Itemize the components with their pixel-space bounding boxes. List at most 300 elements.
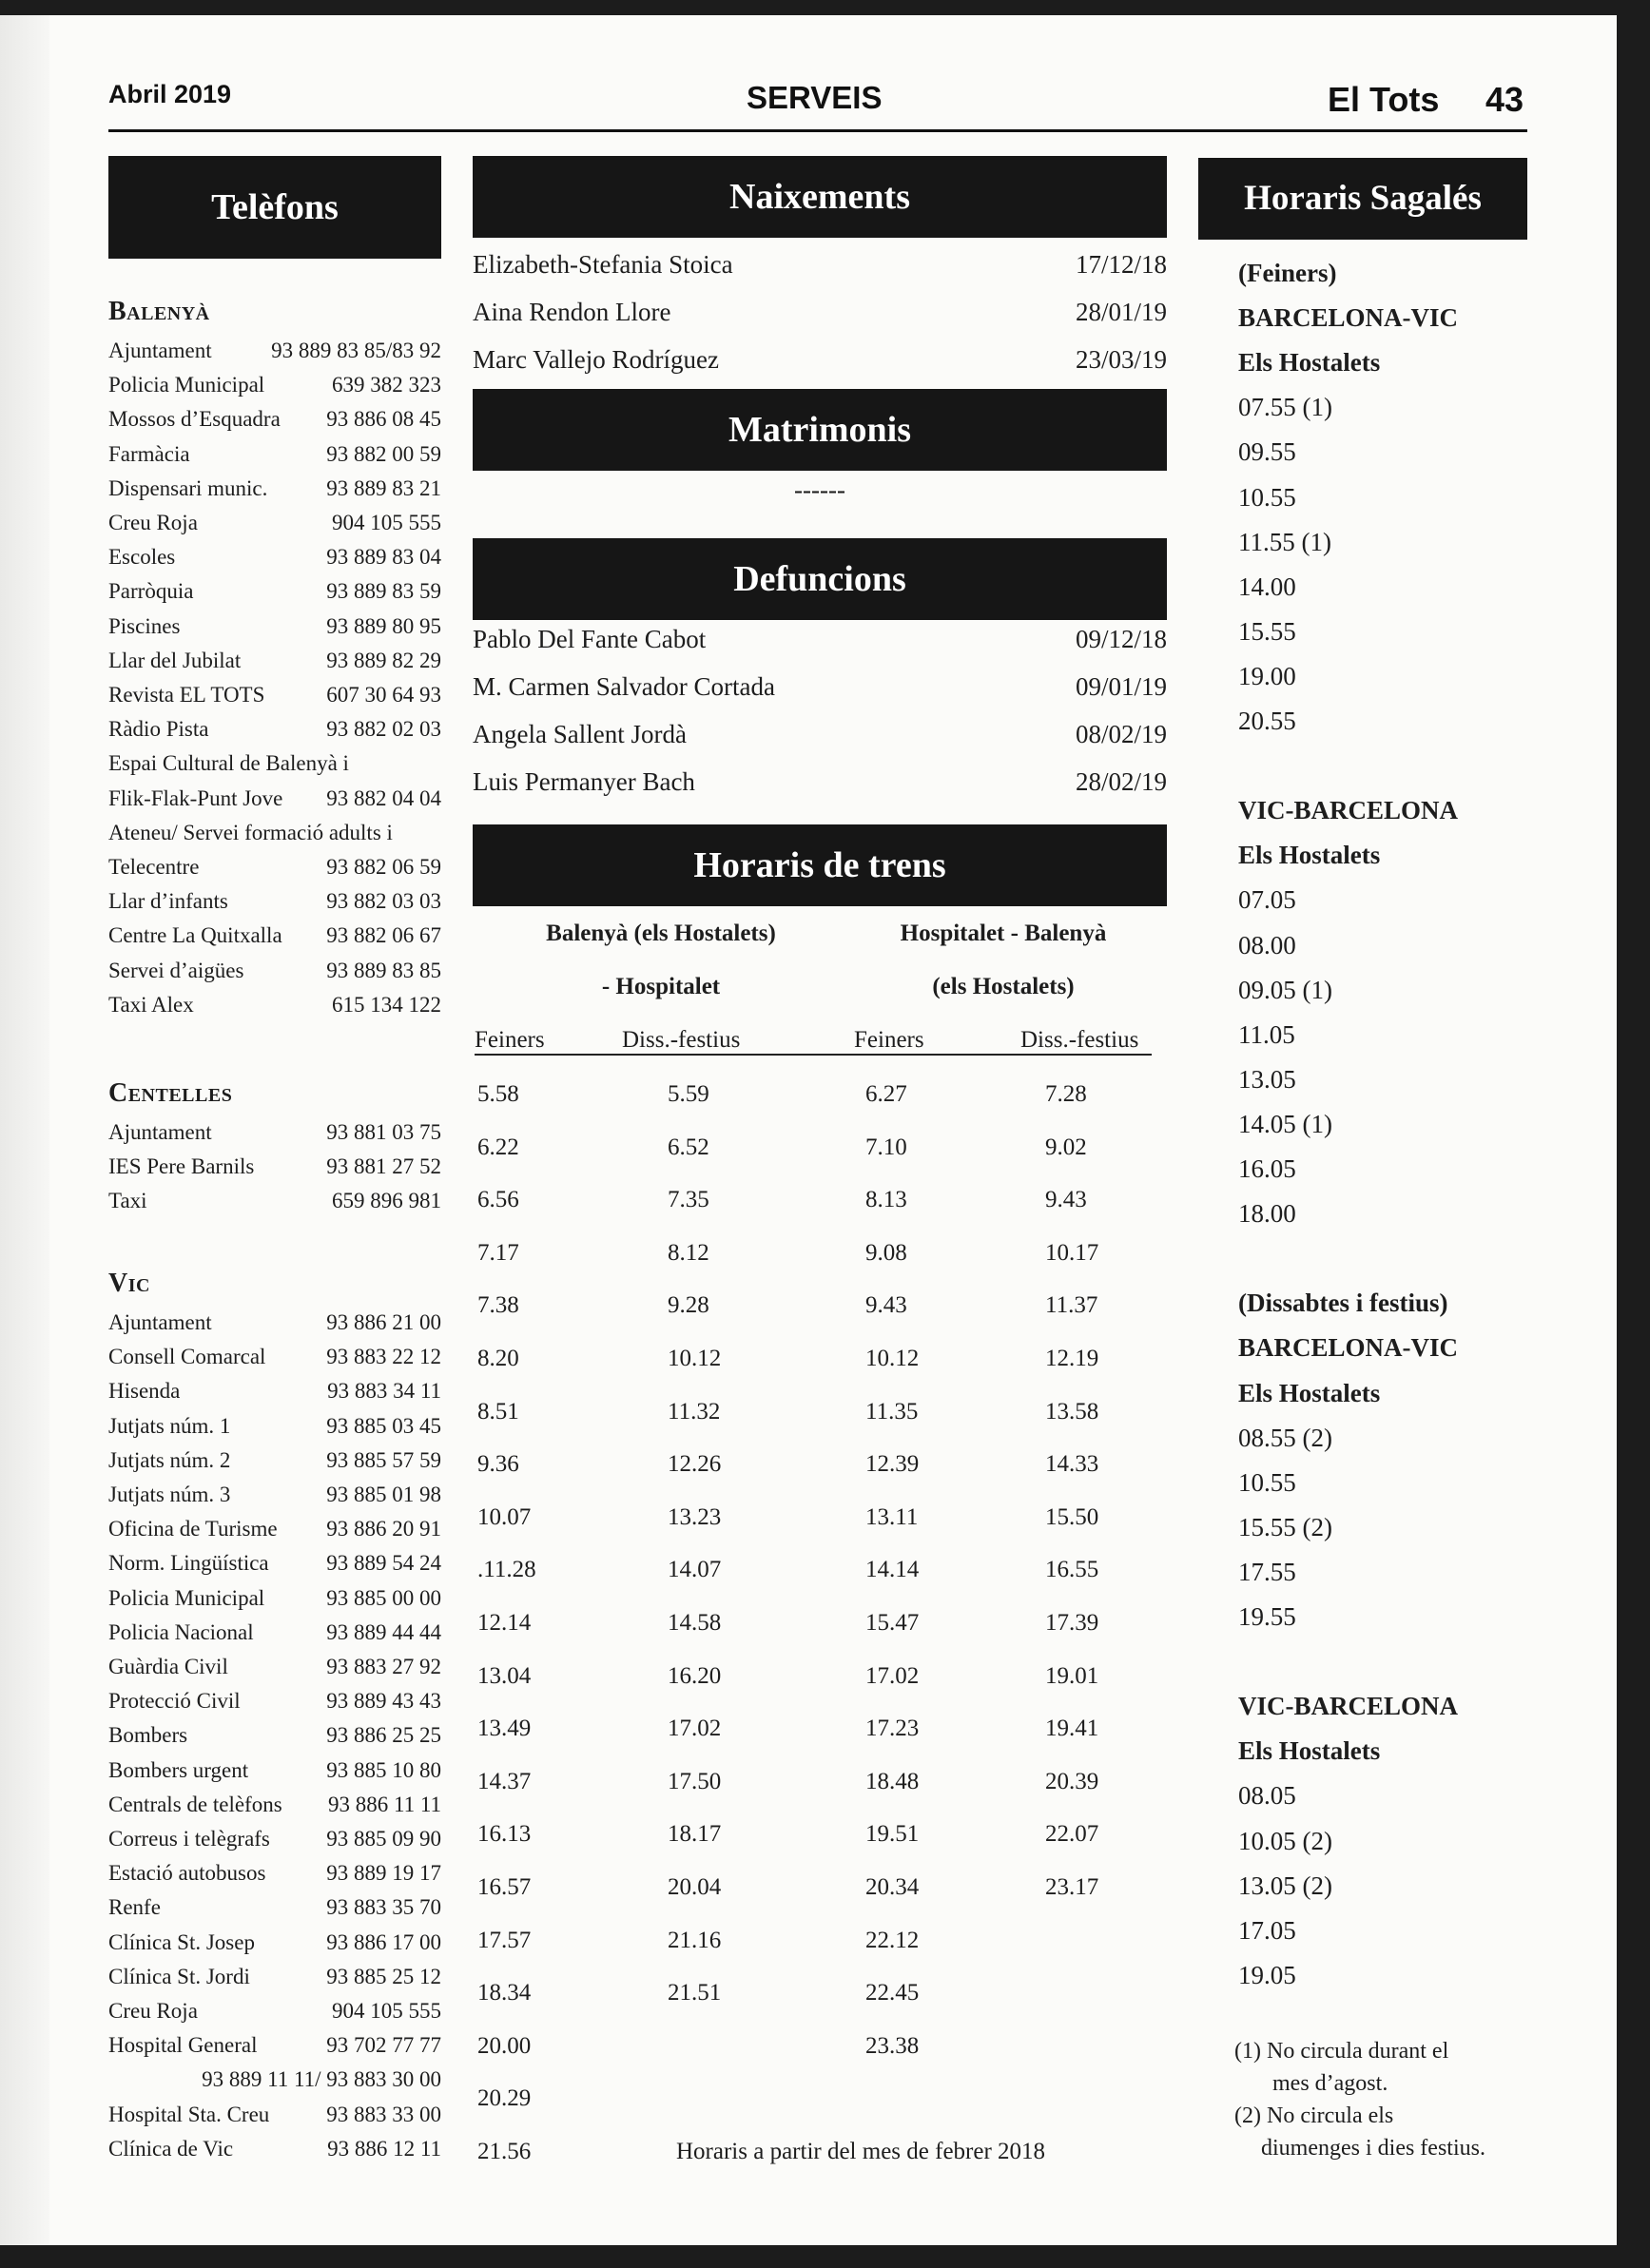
- train-time: 22.12: [865, 1928, 920, 1953]
- phone-row: [108, 442, 441, 471]
- bus-note: diumenges i dies festius.: [1261, 2136, 1485, 2161]
- route2-line1: Hospitalet - Balenyà: [900, 921, 1107, 946]
- phone-number: 93 885 03 45: [326, 1414, 441, 1438]
- header-rule: [108, 129, 1527, 132]
- phone-row: [108, 1793, 441, 1821]
- phone-label: Ràdio Pista: [108, 717, 209, 741]
- train-time: 17.39: [1045, 1610, 1099, 1636]
- death-entry-name: Luis Permanyer Bach: [473, 767, 695, 796]
- train-time: 10.07: [477, 1504, 532, 1530]
- phone-row: [108, 1723, 441, 1752]
- phone-row: [108, 1414, 441, 1443]
- phone-label: Llar d’infants: [108, 889, 228, 913]
- phone-row: [108, 407, 441, 436]
- phone-row: [108, 1345, 441, 1373]
- phone-label: Protecció Civil: [108, 1689, 241, 1713]
- train-time: 19.01: [1045, 1663, 1099, 1689]
- phone-number: 93 885 57 59: [326, 1448, 441, 1472]
- phone-number: 615 134 122: [332, 993, 441, 1017]
- bus-heading: VIC-BARCELONA: [1238, 1692, 1459, 1720]
- phone-row: [108, 889, 441, 918]
- phone-label: Flik-Flak-Punt Jove: [108, 786, 283, 810]
- phone-row: [108, 1379, 441, 1407]
- train-time: 8.12: [668, 1240, 709, 1266]
- train-time: 13.04: [477, 1663, 532, 1689]
- train-time: 20.39: [1045, 1769, 1099, 1794]
- phone-number: 93 882 00 59: [326, 442, 441, 466]
- bus-time: 11.05: [1238, 1020, 1295, 1049]
- phone-label: Hospital General: [108, 2033, 258, 2057]
- phone-row: [108, 1689, 441, 1717]
- train-time: 9.02: [1045, 1134, 1087, 1160]
- phone-row: [108, 959, 441, 987]
- bus-time: 20.55: [1238, 707, 1296, 735]
- train-time: 15.50: [1045, 1504, 1099, 1530]
- phone-number: 93 886 11 11: [327, 1793, 441, 1816]
- train-time: 19.51: [865, 1821, 920, 1847]
- phone-number: 93 889 83 85/83 92: [271, 339, 441, 362]
- bus-time: 08.55 (2): [1238, 1424, 1332, 1452]
- phone-row: [108, 1930, 441, 1959]
- phone-label: Creu Roja: [108, 511, 198, 534]
- train-time: 11.35: [865, 1399, 919, 1425]
- phone-number: 93 885 00 00: [326, 1586, 441, 1610]
- route1-line1: Balenyà (els Hostalets): [546, 921, 776, 946]
- phone-label: Farmàcia: [108, 442, 190, 466]
- naixements-heading: Naixements: [473, 156, 1167, 238]
- section-title: SERVEIS: [747, 80, 883, 115]
- phone-row: [108, 511, 441, 539]
- bus-note: (1) No circula durant el: [1234, 2039, 1449, 2064]
- train-time: .11.28: [477, 1557, 536, 1582]
- train-time: 16.57: [477, 1874, 532, 1900]
- birth-entry-name: Marc Vallejo Rodríguez: [473, 345, 719, 374]
- train-time: 18.34: [477, 1980, 532, 2006]
- bus-time: 18.00: [1238, 1199, 1296, 1228]
- bus-heading: BARCELONA-VIC: [1238, 1333, 1459, 1362]
- train-time: 7.17: [477, 1240, 519, 1266]
- phone-group-heading: Centelles: [108, 1078, 233, 1108]
- birth-entry-name: Aina Rendon Llore: [473, 298, 671, 326]
- phone-label: Ajuntament: [108, 339, 212, 362]
- train-time: 17.57: [477, 1928, 532, 1953]
- phone-label: Renfe: [108, 1895, 161, 1919]
- train-time: 13.49: [477, 1716, 532, 1741]
- phone-number: 93 885 10 80: [326, 1758, 441, 1782]
- phone-label: Estació autobusos: [108, 1861, 266, 1885]
- train-time: 11.32: [668, 1399, 721, 1425]
- phone-row: [108, 683, 441, 711]
- phone-number: 93 889 44 44: [326, 1620, 441, 1644]
- train-time: 14.07: [668, 1557, 722, 1582]
- bus-heading: Els Hostalets: [1238, 1379, 1381, 1407]
- phone-number: 93 886 21 00: [326, 1310, 441, 1334]
- train-time: 13.58: [1045, 1399, 1099, 1425]
- bus-heading: (Feiners): [1238, 259, 1337, 287]
- birth-entry: [473, 250, 1167, 282]
- train-time: 21.16: [668, 1928, 722, 1953]
- phone-number: 639 382 323: [332, 373, 441, 397]
- train-time: 8.13: [865, 1187, 907, 1212]
- bus-time: 19.55: [1238, 1602, 1296, 1631]
- phone-label: Jutjats núm. 3: [108, 1483, 231, 1506]
- table-header-rule: [475, 1054, 1152, 1056]
- bus-time: 11.55 (1): [1238, 528, 1331, 556]
- phone-row: [108, 1189, 441, 1217]
- issue-date: Abril 2019: [108, 80, 232, 108]
- train-time: 7.38: [477, 1292, 519, 1318]
- phone-label: Ajuntament: [108, 1310, 212, 1334]
- train-time: 22.45: [865, 1980, 920, 2006]
- train-time: 16.20: [668, 1663, 722, 1689]
- death-entry-name: M. Carmen Salvador Cortada: [473, 672, 775, 701]
- train-time: 16.13: [477, 1821, 532, 1847]
- phone-label: Dispensari munic.: [108, 476, 268, 500]
- phone-number: 904 105 555: [332, 511, 441, 534]
- phone-row: [108, 1517, 441, 1545]
- bus-note: (2) No circula els: [1234, 2103, 1394, 2128]
- phone-number: 93 883 34 11: [327, 1379, 441, 1403]
- phone-row: [108, 649, 441, 677]
- train-time: 20.04: [668, 1874, 722, 1900]
- train-time: 7.10: [865, 1134, 907, 1160]
- phone-label: Telecentre: [108, 855, 200, 879]
- magazine-name: El Tots: [1328, 80, 1440, 119]
- phone-row: [108, 1758, 441, 1787]
- phone-row: [108, 993, 441, 1021]
- bus-time: 07.05: [1238, 885, 1296, 914]
- train-time: 12.19: [1045, 1346, 1099, 1371]
- train-time: 20.34: [865, 1874, 920, 1900]
- death-entry: [473, 720, 1167, 752]
- death-entry-date: 09/01/19: [1075, 672, 1167, 701]
- train-time: 14.37: [477, 1769, 532, 1794]
- phone-label: Jutjats núm. 1: [108, 1414, 231, 1438]
- phone-label: Clínica de Vic: [108, 2137, 234, 2161]
- bus-time: 14.05 (1): [1238, 1110, 1332, 1138]
- phone-row: [108, 545, 441, 573]
- train-time: 21.56: [477, 2139, 532, 2164]
- birth-entry-date: 23/03/19: [1075, 345, 1167, 374]
- phone-label: Policia Nacional: [108, 1620, 254, 1644]
- phone-number: 93 883 22 12: [326, 1345, 441, 1368]
- telefons-heading: Telèfons: [108, 156, 441, 259]
- phone-label: Parròquia: [108, 579, 194, 603]
- train-time: 11.37: [1045, 1292, 1098, 1318]
- phone-row: [108, 1965, 441, 1993]
- train-time: 18.48: [865, 1769, 920, 1794]
- phone-row: [108, 855, 441, 883]
- bus-time: 08.00: [1238, 931, 1296, 960]
- bus-time: 13.05 (2): [1238, 1871, 1332, 1900]
- phone-row: [108, 2137, 441, 2165]
- train-time: 19.41: [1045, 1716, 1099, 1741]
- phone-label: Policia Municipal: [108, 1586, 265, 1610]
- bus-time: 07.55 (1): [1238, 393, 1332, 421]
- train-time: 23.38: [865, 2033, 920, 2059]
- page-number: 43: [1485, 80, 1524, 119]
- train-time: 7.28: [1045, 1081, 1087, 1107]
- phone-number: 93 886 17 00: [326, 1930, 441, 1954]
- train-time: 6.52: [668, 1134, 709, 1160]
- phone-row: [108, 1895, 441, 1924]
- train-time: 8.20: [477, 1346, 519, 1371]
- phone-number: 93 702 77 77: [326, 2033, 441, 2057]
- phone-label: Oficina de Turisme: [108, 1517, 278, 1541]
- col-festius-2: Diss.-festius: [1020, 1027, 1139, 1053]
- phone-label: Correus i telègrafs: [108, 1827, 270, 1851]
- phone-row: [108, 2033, 441, 2062]
- birth-entry-date: 17/12/18: [1075, 250, 1167, 279]
- phone-row: [108, 751, 441, 780]
- phone-number: 93 882 02 03: [326, 717, 441, 741]
- phone-number: 93 886 08 45: [326, 407, 441, 431]
- train-time: 22.07: [1045, 1821, 1099, 1847]
- birth-entry-name: Elizabeth-Stefania Stoica: [473, 250, 733, 279]
- train-time: 14.33: [1045, 1451, 1099, 1477]
- phone-number: 93 882 04 04: [326, 786, 441, 810]
- col-feiners-1: Feiners: [475, 1027, 545, 1053]
- train-time: 13.23: [668, 1504, 722, 1530]
- trens-heading: Horaris de trens: [473, 824, 1167, 906]
- train-time: 9.36: [477, 1451, 519, 1477]
- page-gutter: [0, 15, 49, 2245]
- phone-label: Taxi: [108, 1189, 147, 1212]
- phone-label: Escoles: [108, 545, 176, 569]
- phone-number: 93 889 83 85: [326, 959, 441, 982]
- train-time: 18.17: [668, 1821, 722, 1847]
- trens-footnote: Horaris a partir del mes de febrer 2018: [676, 2139, 1046, 2164]
- phone-number: 93 889 83 59: [326, 579, 441, 603]
- death-entry-name: Pablo Del Fante Cabot: [473, 625, 707, 653]
- phone-label: Policia Municipal: [108, 373, 265, 397]
- bus-time: 10.55: [1238, 1468, 1296, 1497]
- phone-label: Taxi Alex: [108, 993, 194, 1017]
- bus-heading: BARCELONA-VIC: [1238, 303, 1459, 332]
- phone-row: [108, 923, 441, 952]
- phone-row: [108, 1999, 441, 2027]
- matrimonis-heading: Matrimonis: [473, 389, 1167, 471]
- train-time: 17.23: [865, 1716, 920, 1741]
- phone-number: 93 889 11 11/ 93 883 30 00: [202, 2067, 441, 2091]
- bus-heading: Els Hostalets: [1238, 841, 1381, 869]
- phone-row: [108, 1120, 441, 1149]
- phone-label: Consell Comarcal: [108, 1345, 266, 1368]
- phone-number: 93 886 20 91: [326, 1517, 441, 1541]
- train-time: 20.29: [477, 2085, 532, 2111]
- train-time: 10.17: [1045, 1240, 1099, 1266]
- train-time: 6.27: [865, 1081, 907, 1107]
- train-time: 9.43: [865, 1292, 907, 1318]
- bus-time: 16.05: [1238, 1154, 1296, 1183]
- phone-number: 93 889 83 21: [326, 476, 441, 500]
- phone-number: 93 885 09 90: [326, 1827, 441, 1851]
- train-time: 20.00: [477, 2033, 532, 2059]
- death-entry: [473, 625, 1167, 657]
- death-entry-name: Angela Sallent Jordà: [473, 720, 687, 748]
- death-entry-date: 09/12/18: [1075, 625, 1167, 653]
- phone-number: 93 885 25 12: [326, 1965, 441, 1988]
- bus-time: 10.05 (2): [1238, 1827, 1332, 1855]
- matrimonis-empty: ------: [794, 475, 845, 504]
- phone-group-heading: Vic: [108, 1269, 150, 1298]
- phone-row: [108, 1310, 441, 1339]
- phone-label: Hisenda: [108, 1379, 181, 1403]
- train-time: 14.14: [865, 1557, 920, 1582]
- train-time: 5.58: [477, 1081, 519, 1107]
- phone-row: [108, 373, 441, 401]
- phone-label: Ajuntament: [108, 1120, 212, 1144]
- phone-row: [108, 1586, 441, 1615]
- train-time: 23.17: [1045, 1874, 1099, 1900]
- bus-time: 09.55: [1238, 437, 1296, 466]
- col-feiners-2: Feiners: [854, 1027, 924, 1053]
- bus-time: 08.05: [1238, 1781, 1296, 1810]
- phone-row: [108, 614, 441, 643]
- bus-time: 10.55: [1238, 483, 1296, 512]
- phone-row: [108, 1861, 441, 1890]
- train-time: 17.50: [668, 1769, 722, 1794]
- phone-row: [108, 1551, 441, 1580]
- train-time: 12.39: [865, 1451, 920, 1477]
- bus-time: 13.05: [1238, 1065, 1296, 1094]
- phone-label: Centre La Quitxalla: [108, 923, 282, 947]
- phone-label: Espai Cultural de Balenyà i: [108, 751, 349, 775]
- phone-number: 904 105 555: [332, 1999, 441, 2023]
- bus-time: 17.55: [1238, 1558, 1296, 1586]
- birth-entry-date: 28/01/19: [1075, 298, 1167, 326]
- train-time: 7.35: [668, 1187, 709, 1212]
- bus-time: 19.05: [1238, 1961, 1296, 1989]
- phone-label: Ateneu/ Servei formació adults i: [108, 821, 393, 844]
- train-time: 10.12: [865, 1346, 920, 1371]
- phone-label: Revista EL TOTS: [108, 683, 265, 707]
- phone-number: 93 889 82 29: [326, 649, 441, 672]
- birth-entry: [473, 298, 1167, 330]
- phone-label: Jutjats núm. 2: [108, 1448, 231, 1472]
- bus-time: 14.00: [1238, 572, 1296, 601]
- train-time: 10.12: [668, 1346, 722, 1371]
- phone-row: [108, 2103, 441, 2131]
- phone-row: [108, 1827, 441, 1855]
- train-time: 13.11: [865, 1504, 919, 1530]
- bus-note: mes d’agost.: [1272, 2071, 1388, 2096]
- phone-label: Guàrdia Civil: [108, 1655, 228, 1678]
- bus-time: 09.05 (1): [1238, 976, 1332, 1004]
- train-time: 6.22: [477, 1134, 519, 1160]
- phone-row: [108, 717, 441, 746]
- train-time: 9.28: [668, 1292, 709, 1318]
- bus-heading: VIC-BARCELONA: [1238, 796, 1459, 824]
- death-entry-date: 28/02/19: [1075, 767, 1167, 796]
- phone-label: Mossos d’Esquadra: [108, 407, 281, 431]
- phone-number: 93 883 27 92: [326, 1655, 441, 1678]
- phone-label: Piscines: [108, 614, 181, 638]
- train-time: 12.26: [668, 1451, 722, 1477]
- train-time: 5.59: [668, 1081, 709, 1107]
- train-time: 16.55: [1045, 1557, 1099, 1582]
- bus-time: 17.05: [1238, 1916, 1296, 1945]
- phone-row: [108, 1620, 441, 1649]
- death-entry: [473, 672, 1167, 705]
- phone-group-heading: Balenyà: [108, 297, 210, 326]
- death-entry-date: 08/02/19: [1075, 720, 1167, 748]
- birth-entry: [473, 345, 1167, 378]
- phone-number: 93 882 03 03: [326, 889, 441, 913]
- phone-label: Clínica St. Josep: [108, 1930, 255, 1954]
- phone-row: [108, 786, 441, 815]
- phone-number: 93 889 43 43: [326, 1689, 441, 1713]
- train-time: 12.14: [477, 1610, 532, 1636]
- phone-row: [108, 1154, 441, 1183]
- phone-label: Llar del Jubilat: [108, 649, 242, 672]
- phone-row: [108, 579, 441, 608]
- train-time: 8.51: [477, 1399, 519, 1425]
- phone-number: 93 889 80 95: [326, 614, 441, 638]
- phone-label: Clínica St. Jordi: [108, 1965, 250, 1988]
- phone-label: Centrals de telèfons: [108, 1793, 282, 1816]
- phone-number: 93 881 27 52: [326, 1154, 441, 1178]
- sagales-heading: Horaris Sagalés: [1198, 158, 1527, 240]
- phone-row: [108, 476, 441, 505]
- train-time: 6.56: [477, 1187, 519, 1212]
- col-festius-1: Diss.-festius: [622, 1027, 741, 1053]
- phone-number: 93 883 35 70: [326, 1895, 441, 1919]
- train-time: 17.02: [865, 1663, 920, 1689]
- death-entry: [473, 767, 1167, 800]
- route2-line2: (els Hostalets): [932, 974, 1075, 999]
- phone-number: 93 889 54 24: [326, 1551, 441, 1575]
- phone-number: 93 882 06 59: [326, 855, 441, 879]
- train-time: 17.02: [668, 1716, 722, 1741]
- phone-row: [108, 1448, 441, 1477]
- phone-number: 93 885 01 98: [326, 1483, 441, 1506]
- route1-line2: - Hospitalet: [601, 974, 721, 999]
- train-time: 14.58: [668, 1610, 722, 1636]
- phone-label: Bombers: [108, 1723, 188, 1747]
- train-time: 15.47: [865, 1610, 920, 1636]
- phone-label: IES Pere Barnils: [108, 1154, 255, 1178]
- phone-label: Servei d’aigües: [108, 959, 244, 982]
- train-time: 21.51: [668, 1980, 722, 2006]
- phone-number: 93 886 25 25: [326, 1723, 441, 1747]
- phone-number: 659 896 981: [332, 1189, 441, 1212]
- bus-time: 19.00: [1238, 662, 1296, 690]
- bus-heading: Els Hostalets: [1238, 348, 1381, 377]
- phone-row: [108, 339, 441, 367]
- phone-row: [108, 2067, 441, 2096]
- phone-number: 93 886 12 11: [327, 2137, 441, 2161]
- phone-number: 93 881 03 75: [326, 1120, 441, 1144]
- phone-row: [108, 821, 441, 849]
- bus-time: 15.55 (2): [1238, 1513, 1332, 1541]
- phone-number: 607 30 64 93: [326, 683, 441, 707]
- phone-number: 93 883 33 00: [326, 2103, 441, 2126]
- bus-heading: (Dissabtes i festius): [1238, 1289, 1448, 1317]
- defuncions-heading: Defuncions: [473, 538, 1167, 620]
- phone-label: Hospital Sta. Creu: [108, 2103, 270, 2126]
- train-time: 9.08: [865, 1240, 907, 1266]
- phone-row: [108, 1483, 441, 1511]
- phone-label: Norm. Lingüística: [108, 1551, 269, 1575]
- phone-label: Creu Roja: [108, 1999, 198, 2023]
- phone-number: 93 882 06 67: [326, 923, 441, 947]
- phone-number: 93 889 83 04: [326, 545, 441, 569]
- train-time: 9.43: [1045, 1187, 1087, 1212]
- phone-number: 93 889 19 17: [326, 1861, 441, 1885]
- phone-row: [108, 1655, 441, 1683]
- bus-time: 15.55: [1238, 617, 1296, 646]
